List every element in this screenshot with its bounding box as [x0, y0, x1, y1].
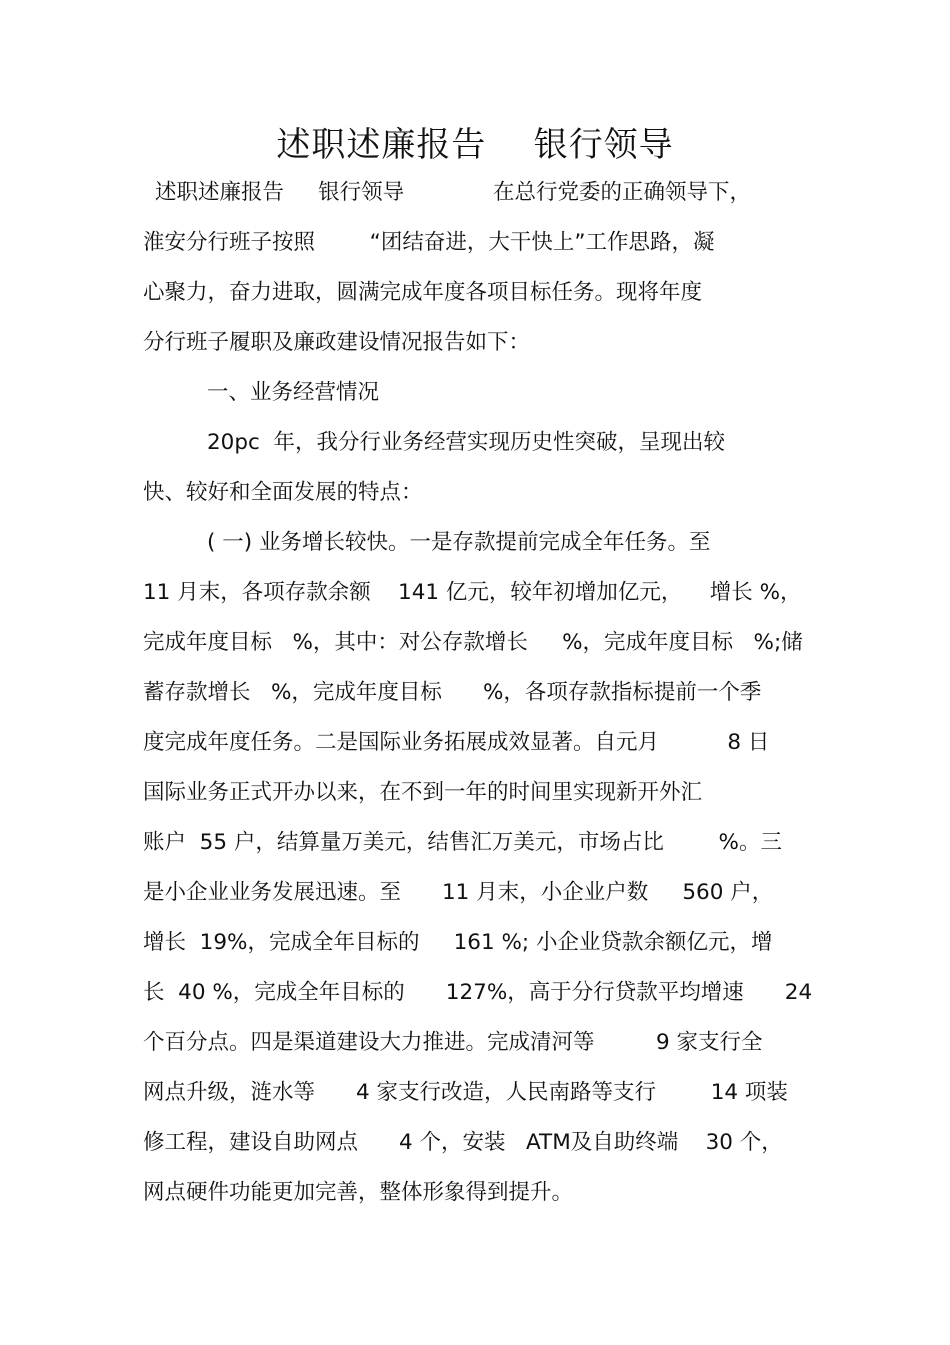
paragraph-line: 国际业务正式开办以来，在不到一年的时间里实现新开外汇	[143, 780, 703, 805]
paragraph-line: 述职述廉报告 银行领导 在总行党委的正确领导下，	[155, 180, 752, 205]
paragraph-line: 增长 19%，完成全年目标的 161 %; 小企业贷款余额亿元，增	[143, 930, 773, 955]
paragraph-line: 度完成年度任务。二是国际业务拓展成效显著。自元月 8 日	[143, 730, 770, 755]
paragraph-line: 快、较好和全面发展的特点：	[143, 480, 423, 505]
paragraph-line: 网点硬件功能更加完善，整体形象得到提升。	[143, 1180, 574, 1205]
document-body	[143, 175, 823, 1225]
paragraph-line: 账户 55 户，结算量万美元，结售汇万美元，市场占比 %。三	[143, 830, 782, 855]
paragraph-line: 心聚力，奋力进取，圆满完成年度各项目标任务。现将年度	[143, 280, 703, 305]
paragraph-line: 完成年度目标 %，其中：对公存款增长 %，完成年度目标 %;储	[143, 630, 803, 655]
paragraph-line: 长 40 %，完成全年目标的 127%，高于分行贷款平均增速 24	[143, 980, 813, 1005]
paragraph-line: 个百分点。四是渠道建设大力推进。完成清河等 9 家支行全	[143, 1030, 763, 1055]
paragraph-line: 网点升级，涟水等 4 家支行改造，人民南路等支行 14 项装	[143, 1080, 788, 1105]
paragraph-line: 20pc 年，我分行业务经营实现历史性突破，呈现出较	[207, 430, 725, 455]
paragraph-line: ( 一) 业务增长较快。一是存款提前完成全年任务。至	[207, 530, 711, 555]
document-title: 述职述廉报告 银行领导	[276, 125, 674, 165]
paragraph-line: 修工程，建设自助网点 4 个，安装 ATM及自助终端 30 个，	[143, 1130, 783, 1155]
paragraph-line: 蓄存款增长 %，完成年度目标 %，各项存款指标提前一个季	[143, 680, 762, 705]
section-heading: 一、业务经营情况	[207, 380, 380, 405]
paragraph-line: 淮安分行班子按照 “团结奋进，大干快上”工作思路，凝	[143, 230, 715, 255]
paragraph-line: 11 月末，各项存款余额 141 亿元，较年初增加亿元， 增长 %，	[143, 580, 802, 605]
paragraph-line: 是小企业业务发展迅速。至 11 月末，小企业户数 560 户，	[143, 880, 774, 905]
paragraph-line: 分行班子履职及廉政建设情况报告如下：	[143, 330, 531, 355]
